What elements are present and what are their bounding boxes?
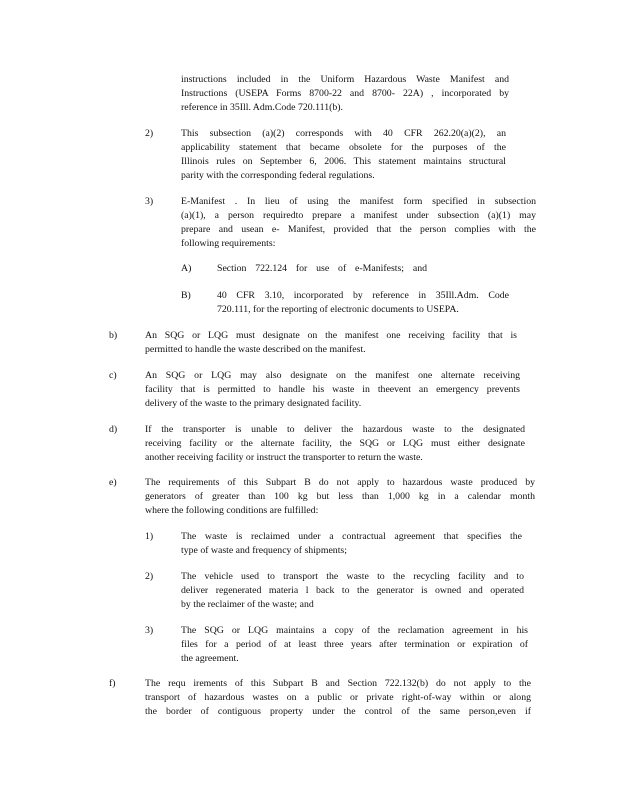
text-line: An SQG or LQG may also designate on the manifest one alternate receiving (145, 370, 520, 381)
section-letter: d) (109, 424, 118, 435)
paragraph-f (145, 677, 531, 719)
item-number: 2) (145, 571, 154, 582)
paragraph-a2 (181, 127, 506, 183)
paragraph-b (145, 329, 517, 357)
paragraph-e2 (181, 570, 524, 612)
text-line: deliver regenerated materia l back to the generator is owned and operated (181, 585, 524, 596)
text-line: generators of greater than 100 kg but less than 1,000 kg in a calendar month (145, 491, 535, 502)
text-line: 40 CFR 3.10, incorporated by reference in 35Ill.Adm. Code (217, 290, 509, 301)
item-number: 1) (145, 531, 154, 542)
text-line: files for a period of at least three years after termination or expiration of (181, 639, 528, 650)
item-number: 3) (145, 196, 154, 207)
text-line: If the transporter is unable to deliver the hazardous waste to the designated (145, 424, 525, 435)
text-line: applicability statement that became obsolete for the purposes of the (181, 142, 506, 153)
item-number: 2) (145, 128, 154, 139)
paragraph-e3 (181, 624, 528, 666)
text-line: delivery of the waste to the primary designated facility. (145, 398, 362, 409)
text-line: facility that is permitted to handle his waste in theevent an emergency prevents (145, 384, 520, 395)
section-letter: b) (109, 330, 118, 341)
text-line: by the reclaimer of the waste; and (181, 599, 314, 610)
text-line: instructions included in the Uniform Hazardous Waste Manifest and (181, 74, 509, 85)
paragraph-a3-A (217, 262, 427, 276)
text-line: The requirements of this Subpart B do not apply to hazardous waste produced by (145, 477, 535, 488)
text-line: 720.111, for the reporting of electronic documents to USEPA. (217, 304, 459, 315)
text-line: The requ irements of this Subpart B and Section 722.132(b) do not apply to the (145, 678, 531, 689)
text-line: The waste is reclaimed under a contractual agreement that specifies the (181, 531, 522, 542)
text-line: permitted to handle the waste described on the manifest. (145, 344, 366, 355)
text-line: This subsection (a)(2) corresponds with 40 CFR 262.20(a)(2), an (181, 128, 506, 139)
subitem-letter: A) (181, 263, 192, 274)
intro-paragraph (181, 73, 509, 115)
text-line: parity with the corresponding federal regulations. (181, 170, 375, 181)
text-line: E-Manifest . In lieu of using the manifest form specified in subsection (181, 196, 536, 207)
paragraph-c (145, 369, 520, 411)
paragraph-e (145, 476, 535, 518)
text-line: the agreement. (181, 653, 239, 664)
text-line: An SQG or LQG must designate on the manifest one receiving facility that is (145, 330, 517, 341)
text-line: type of waste and frequency of shipments; (181, 545, 347, 556)
text-line: transport of hazardous wastes on a public or private right-of-way within or along (145, 692, 531, 703)
paragraph-e1 (181, 530, 522, 558)
section-letter: e) (109, 477, 117, 488)
text-line: prepare and usean e- Manifest, provided that the person complies with the (181, 224, 536, 235)
text-line: another receiving facility or instruct the transporter to return the waste. (145, 452, 423, 463)
subitem-letter: B) (181, 290, 191, 301)
text-line: where the following conditions are fulfilled: (145, 505, 319, 516)
text-line: Instructions (USEPA Forms 8700-22 and 8700- 22A) , incorporated by (181, 88, 509, 99)
text-line: Section 722.124 for use of e-Manifests; and (217, 263, 427, 274)
item-number: 3) (145, 625, 154, 636)
paragraph-a3 (181, 195, 536, 251)
text-line: The vehicle used to transport the waste to the recycling facility and to (181, 571, 524, 582)
text-line: the border of contiguous property under the control of the same person,even if (145, 706, 531, 717)
text-line: receiving facility or the alternate facility, the SQG or LQG must either designate (145, 438, 525, 449)
paragraph-a3-B (217, 289, 509, 317)
section-letter: f) (109, 678, 116, 689)
text-line: The SQG or LQG maintains a copy of the reclamation agreement in his (181, 625, 528, 636)
section-letter: c) (109, 370, 117, 381)
text-line: Illinois rules on September 6, 2006. This statement maintains structural (181, 156, 506, 167)
text-line: reference in 35Ill. Adm.Code 720.111(b). (181, 102, 343, 113)
text-line: following requirements: (181, 238, 276, 249)
paragraph-d (145, 423, 525, 465)
text-line: (a)(1), a person requiredto prepare a manifest under subsection (a)(1) may (181, 210, 536, 221)
